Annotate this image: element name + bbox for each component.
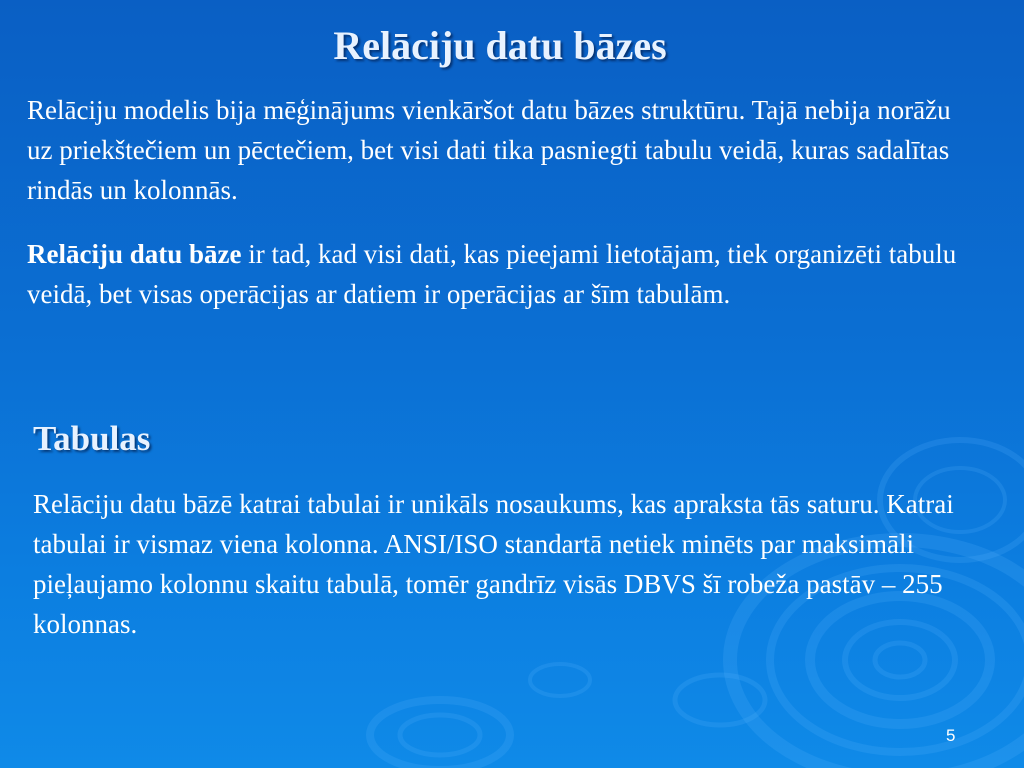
intro-paragraph: Relāciju modelis bija mēģinājums vienkāršot datu bāzes struktūru. Tajā nebija norāžu uz priekštečiem un pēctečiem, bet visi dati tika pasniegti tabulu veidā, kuras sadalītas rindās un kolonnās.	[27, 95, 951, 205]
definition-term: Relāciju datu bāze	[27, 239, 242, 269]
section-paragraph: Relāciju datu bāzē katrai tabulai ir unikāls nosaukums, kas apraksta tās saturu. Katrai tabulai ir vismaz viena kolonna. ANSI/ISO standartā netiek minēts par maksimāli pieļaujamo kolonnu skaitu tabulā, tomēr gandrīz visās DBVS šī robeža pastāv – 255 kolonnas.	[33, 489, 954, 639]
definition-paragraph	[27, 234, 987, 314]
section-heading: Tabulas	[33, 419, 151, 458]
definition-text: ir tad, kad visi dati, kas pieejami lietotājam, tiek organizēti tabulu veidā, bet visas operācijas ar datiem ir operācijas ar šīm tabulām.	[27, 239, 957, 309]
slide-title: Relāciju datu bāzes	[333, 23, 667, 68]
page-number: 5	[946, 726, 956, 745]
